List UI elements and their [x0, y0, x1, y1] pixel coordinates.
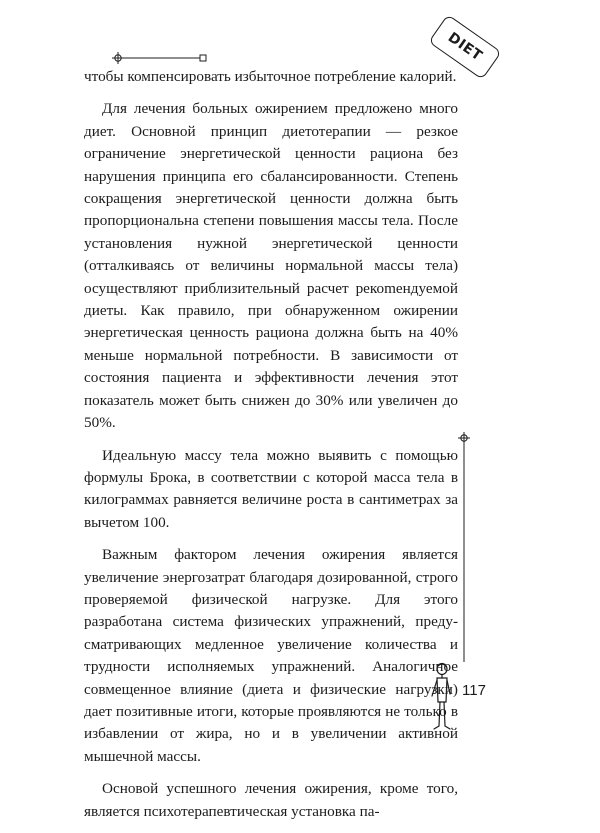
diet-tab-label: DIET: [428, 14, 502, 80]
paragraph: Основой успешного лечения ожирения, кроме того, является психотерапевтическая установка па-: [84, 780, 458, 820]
body-text: [84, 66, 458, 833]
page-number: 117: [462, 682, 486, 699]
vertical-crosshair-line-decoration: [456, 432, 472, 662]
cartoon-figure-illustration: [428, 662, 454, 734]
paragraph: чтобы компенсировать избыточное потребление калорий.: [84, 68, 457, 85]
paragraph: Идеальную массу тела можно выявить с помощью формулы Брока, в соответствии с которой масса тела в килограммах равняется величине роста в сантиметрах за вычетом 100.: [84, 446, 458, 531]
crosshair-line-decoration: [112, 51, 212, 65]
paragraph: Для лечения больных ожирением предложено много диет. Основной принцип диетотерапии — резкое ограничение энергетической ценности рациона без нарушения принципа его сбалансированности. Степень сокращения энергетической ценности должна быть пропорциональна степени повышения массы тела. После установления нужной энергетической ценности (отталкиваясь от величины нормальной массы тела) осуществляют приблизительный расчет рекоmендуемой диеты. Как правило, при обнаруженном ожирении энергетическая ценность рациона должна быть на 40% меньше нормальной потребности. В зависимости от состояния пациента и эффективности лечения этот показатель может быть снижен до 30% или увеличен до 50%.: [84, 100, 458, 432]
paragraph: Важным фактором лечения ожирения является увеличение энергозатрат благодаря дозированной, строго проверяемой физической нагрузке. Для этого разработана система физических упражнений, предусматривающих медленное увеличение количества и трудности исполняемых упражнений. Аналогичное совмещенное влияние (диета и физические нагрузки) дает позитивные итоги, которые проявляются не только в избавлении от жира, но и в увеличении активной мышечной массы.: [84, 546, 458, 765]
